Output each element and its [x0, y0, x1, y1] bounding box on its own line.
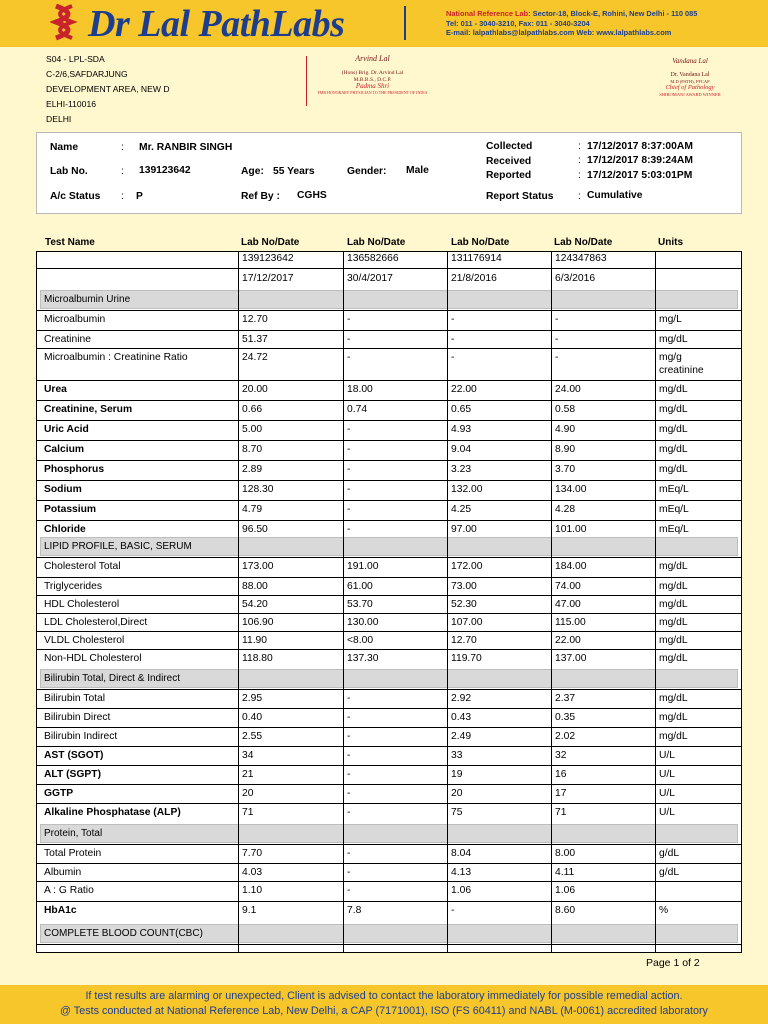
result-value: 96.50 — [242, 524, 268, 535]
table-row — [36, 595, 742, 613]
result-value: 191.00 — [347, 561, 379, 572]
result-value: 2.55 — [242, 731, 263, 742]
test-name: ALT (SGPT) — [44, 769, 102, 780]
result-value: - — [347, 788, 351, 799]
lab-number-row — [36, 251, 742, 268]
result-value: 2.89 — [242, 464, 263, 475]
test-name: Calcium — [44, 444, 85, 455]
signature-arvind-lal: Arvind Lal — [355, 54, 390, 63]
signature-vandana-lal: Vandana Lal — [672, 57, 708, 65]
unit: % — [659, 905, 669, 916]
result-value: 1.06 — [451, 885, 472, 896]
result-value: - — [347, 712, 351, 723]
unit: mg/dL — [659, 599, 688, 610]
column-divider — [551, 251, 552, 953]
section-header — [40, 824, 738, 843]
signatory-vandana-lal — [640, 58, 740, 98]
test-name: Triglycerides — [44, 581, 102, 592]
table-border-right — [741, 251, 742, 953]
lab-date-row — [36, 268, 742, 288]
result-value: 22.00 — [555, 635, 581, 646]
test-name: Bilirubin Indirect — [44, 731, 118, 742]
result-value: 74.00 — [555, 581, 581, 592]
result-value: 4.11 — [555, 867, 575, 878]
table-border-left — [36, 251, 37, 953]
test-name: Creatinine, Serum — [44, 404, 133, 415]
unit-continuation: creatinine — [659, 365, 704, 376]
result-value: 134.00 — [555, 484, 587, 495]
name-colon: : — [121, 142, 124, 153]
header-divider — [404, 6, 406, 40]
result-value: 53.70 — [347, 599, 373, 610]
result-value: 8.90 — [555, 444, 576, 455]
result-value: 88.00 — [242, 581, 268, 592]
result-value: 11.90 — [242, 635, 268, 646]
test-name: AST (SGOT) — [44, 750, 104, 761]
section-title: Protein, Total — [44, 828, 103, 839]
col-lab-date-3: Lab No/Date — [451, 237, 510, 248]
table-row — [36, 863, 742, 881]
lab-no-label: Lab No. — [50, 166, 88, 177]
unit: U/L — [659, 769, 676, 780]
result-value: 4.13 — [451, 867, 472, 878]
result-value: 51.37 — [242, 334, 268, 345]
lab-number: 139123642 — [242, 253, 294, 264]
table-row — [36, 520, 742, 535]
reported-label: Reported — [486, 170, 532, 181]
test-name: Non-HDL Cholesterol — [44, 653, 142, 664]
result-value: 119.70 — [451, 653, 482, 664]
result-value: - — [555, 314, 559, 325]
result-value: 97.00 — [451, 524, 477, 535]
unit: mg/dL — [659, 693, 688, 704]
result-value: 17 — [555, 788, 567, 799]
doc2-tag: SHIROMANI AWARD WINNER — [659, 91, 721, 97]
result-value: 20 — [242, 788, 254, 799]
table-row — [36, 844, 742, 863]
result-value: - — [451, 905, 455, 916]
table-row — [36, 746, 742, 765]
ref-by-label: Ref By : — [241, 191, 280, 202]
unit: mg/dL — [659, 653, 688, 664]
results-table — [36, 251, 742, 953]
result-value: - — [347, 424, 351, 435]
result-value: 20 — [451, 788, 463, 799]
table-row — [36, 727, 742, 746]
patient-age: 55 Years — [273, 166, 315, 177]
result-value: - — [347, 769, 351, 780]
table-row — [36, 557, 742, 577]
received-label: Received — [486, 156, 532, 167]
result-value: 1.10 — [242, 885, 263, 896]
doc2-name: Dr. Vandana Lal — [670, 72, 710, 78]
unit: U/L — [659, 750, 676, 761]
result-value: 4.28 — [555, 504, 576, 515]
result-value: 24.00 — [555, 384, 581, 395]
result-value: 137.00 — [555, 653, 587, 664]
column-divider — [655, 251, 656, 953]
doc2-title: Chief of Pathology — [665, 84, 715, 91]
ref-lab-label: National Reference Lab: — [446, 9, 531, 18]
table-row — [36, 765, 742, 784]
table-row — [36, 689, 742, 708]
result-value: 12.70 — [242, 314, 268, 325]
result-value: 2.02 — [555, 731, 576, 742]
table-row — [36, 330, 742, 348]
result-value: - — [347, 807, 351, 818]
table-row — [36, 881, 742, 901]
table-row — [36, 380, 742, 400]
result-value: 4.03 — [242, 867, 263, 878]
lab-number: 124347863 — [555, 253, 607, 264]
unit: mg/g — [659, 352, 682, 363]
collected-value: 17/12/2017 8:37:00AM — [587, 141, 693, 152]
test-name: Alkaline Phosphatase (ALP) — [44, 807, 181, 818]
column-divider — [447, 251, 448, 953]
result-value: 4.25 — [451, 504, 472, 515]
unit: mg/dL — [659, 424, 688, 435]
result-value: - — [347, 504, 351, 515]
result-value: - — [451, 334, 455, 345]
footer-accreditation: @ Tests conducted at National Reference Lab, New Delhi, a CAP (7171001), ISO (FS 60411) and NABL (M-0061) accredited laboratory — [60, 1005, 708, 1017]
test-name: LDL Cholesterol,Direct — [44, 617, 148, 628]
unit: U/L — [659, 788, 676, 799]
unit: mg/dL — [659, 404, 688, 415]
col-lab-date-1: Lab No/Date — [241, 237, 300, 248]
result-value: 33 — [451, 750, 463, 761]
test-name: Total Protein — [44, 848, 102, 859]
unit: mg/dL — [659, 384, 688, 395]
section-title: Bilirubin Total, Direct & Indirect — [44, 673, 180, 684]
result-value: 0.65 — [451, 404, 472, 415]
test-name: Microalbumin — [44, 314, 106, 325]
result-value: 20.00 — [242, 384, 268, 395]
patient-ac-status: P — [136, 191, 143, 202]
patient-name: Mr. RANBIR SINGH — [139, 142, 233, 153]
footer-band — [0, 985, 768, 1024]
result-value: 8.04 — [451, 848, 472, 859]
result-value: 8.70 — [242, 444, 263, 455]
table-row — [36, 577, 742, 595]
result-value: 52.30 — [451, 599, 477, 610]
helix-logo-icon — [50, 4, 78, 44]
page-number: Page 1 of 2 — [646, 957, 700, 969]
result-value: - — [347, 750, 351, 761]
patient-ref-by: CGHS — [297, 190, 327, 201]
collected-label: Collected — [486, 141, 533, 152]
result-value: 1.06 — [555, 885, 576, 896]
test-name: HDL Cholesterol — [44, 599, 120, 610]
name-label: Name — [50, 142, 79, 153]
table-bottom-border — [36, 952, 742, 953]
section-header — [40, 290, 738, 309]
result-value: 18.00 — [347, 384, 373, 395]
patient-gender: Male — [406, 165, 429, 176]
result-value: 0.35 — [555, 712, 576, 723]
result-value: 137.30 — [347, 653, 379, 664]
result-value: 7.70 — [242, 848, 263, 859]
test-name: Sodium — [44, 484, 82, 495]
result-value: - — [347, 524, 351, 535]
result-value: 2.92 — [451, 693, 472, 704]
result-value: 173.00 — [242, 561, 274, 572]
col-test-name: Test Name — [45, 237, 95, 248]
received-colon: : — [578, 155, 581, 166]
footer-disclaimer: If test results are alarming or unexpected, Client is advised to contact the laboratory immediately for possible remedial action. — [85, 990, 683, 1002]
result-value: 172.00 — [451, 561, 483, 572]
unit: mg/dL — [659, 334, 688, 345]
result-value: 47.00 — [555, 599, 581, 610]
unit: mg/dL — [659, 444, 688, 455]
lab-number: 136582666 — [347, 253, 399, 264]
table-row — [36, 901, 742, 922]
result-value: 115.00 — [555, 617, 586, 628]
test-name: Creatinine — [44, 334, 91, 345]
result-value: 32 — [555, 750, 567, 761]
unit: mg/dL — [659, 561, 688, 572]
report-status-value: Cumulative — [587, 190, 643, 201]
test-name: Chloride — [44, 524, 86, 535]
email-line: E-mail: lalpathlabs@lalpathlabs.com Web: www.lalpathlabs.com — [446, 28, 672, 37]
result-value: 54.20 — [242, 599, 268, 610]
section-header — [40, 924, 738, 943]
unit: mg/dL — [659, 731, 688, 742]
unit: mg/dL — [659, 635, 688, 646]
column-divider — [343, 251, 344, 953]
result-value: 8.60 — [555, 905, 576, 916]
table-row — [36, 500, 742, 520]
age-label: Age: — [241, 166, 264, 177]
brand-logo: Dr Lal PathLabs — [88, 3, 345, 45]
result-value: 132.00 — [451, 484, 483, 495]
result-value: 184.00 — [555, 561, 587, 572]
unit: g/dL — [659, 867, 680, 878]
result-value: 2.49 — [451, 731, 472, 742]
client-address: S04 - LPL-SDA C-2/6,SAFDARJUNG DEVELOPMENT AREA, NEW D ELHI-110016 DELHI — [46, 54, 170, 124]
unit: U/L — [659, 807, 676, 818]
result-value: - — [555, 352, 559, 363]
result-value: - — [347, 314, 351, 325]
section-title: Microalbumin Urine — [44, 294, 131, 305]
table-row — [36, 440, 742, 460]
result-value: 0.74 — [347, 404, 368, 415]
signatory-arvind-lal — [305, 56, 440, 106]
unit: mg/L — [659, 314, 682, 325]
result-value: 118.80 — [242, 653, 273, 664]
unit: mEq/L — [659, 504, 689, 515]
patient-lab-no: 139123642 — [139, 165, 191, 176]
table-row — [36, 649, 742, 667]
section-title: COMPLETE BLOOD COUNT(CBC) — [44, 928, 203, 939]
tel-line: Tel: 011 - 3040-3210, Fax: 011 - 3040-3204 — [446, 18, 590, 28]
result-value: 75 — [451, 807, 463, 818]
result-value: 22.00 — [451, 384, 477, 395]
section-header — [40, 669, 738, 688]
col-lab-date-4: Lab No/Date — [554, 237, 613, 248]
result-value: - — [347, 731, 351, 742]
result-value: 4.79 — [242, 504, 263, 515]
lab-no-colon: : — [121, 166, 124, 177]
result-value: - — [451, 352, 455, 363]
result-value: 0.40 — [242, 712, 263, 723]
unit: mg/dL — [659, 712, 688, 723]
result-value: 0.43 — [451, 712, 472, 723]
unit: mg/dL — [659, 617, 688, 628]
result-value: 71 — [555, 807, 567, 818]
unit: mg/dL — [659, 464, 688, 475]
test-name: HbA1c — [44, 905, 77, 916]
result-value: 3.23 — [451, 464, 472, 475]
result-value: 9.1 — [242, 905, 257, 916]
result-value: 4.93 — [451, 424, 472, 435]
result-value: 130.00 — [347, 617, 379, 628]
test-name: Bilirubin Direct — [44, 712, 111, 723]
ac-status-colon: : — [121, 191, 124, 202]
test-name: A : G Ratio — [44, 885, 94, 896]
result-value: 128.30 — [242, 484, 274, 495]
result-value: - — [347, 848, 351, 859]
test-name: Potassium — [44, 504, 97, 515]
result-value: 8.00 — [555, 848, 576, 859]
table-row — [36, 631, 742, 649]
table-row — [36, 310, 742, 330]
test-name: Phosphorus — [44, 464, 105, 475]
result-value: 2.37 — [555, 693, 576, 704]
col-units: Units — [658, 237, 683, 248]
table-row — [36, 420, 742, 440]
result-value: - — [347, 444, 351, 455]
table-row — [36, 348, 742, 380]
result-value: - — [347, 334, 351, 345]
table-row — [36, 784, 742, 803]
result-value: - — [347, 352, 351, 363]
table-row — [36, 613, 742, 631]
result-value: 101.00 — [555, 524, 587, 535]
result-value: 3.70 — [555, 464, 576, 475]
result-value: 5.00 — [242, 424, 263, 435]
table-row — [36, 400, 742, 420]
result-value: 71 — [242, 807, 254, 818]
result-value: 0.58 — [555, 404, 576, 415]
result-value: 4.90 — [555, 424, 576, 435]
result-value: 12.70 — [451, 635, 477, 646]
result-value: 19 — [451, 769, 463, 780]
section-header — [40, 537, 738, 556]
test-name: Microalbumin : Creatinine Ratio — [44, 352, 188, 363]
result-value: 0.66 — [242, 404, 263, 415]
table-row — [36, 480, 742, 500]
lab-date: 17/12/2017 — [242, 273, 294, 284]
result-value: - — [347, 464, 351, 475]
received-value: 17/12/2017 8:39:24AM — [587, 155, 693, 166]
result-value: 107.00 — [451, 617, 483, 628]
test-name: VLDL Cholesterol — [44, 635, 125, 646]
lab-date: 30/4/2017 — [347, 273, 393, 284]
report-status-label: Report Status — [486, 191, 554, 202]
result-value: - — [347, 885, 351, 896]
result-value: 73.00 — [451, 581, 477, 592]
reported-colon: : — [578, 170, 581, 181]
doc1-award: Padma Shri — [355, 82, 390, 90]
test-name: GGTP — [44, 788, 74, 799]
table-row — [36, 460, 742, 480]
result-value: - — [451, 314, 455, 325]
result-value: <8.00 — [347, 635, 374, 646]
result-value: - — [347, 867, 351, 878]
result-value: - — [347, 484, 351, 495]
result-value: 106.90 — [242, 617, 274, 628]
test-name: Uric Acid — [44, 424, 89, 435]
unit: mEq/L — [659, 524, 689, 535]
result-value: - — [555, 334, 559, 345]
result-value: - — [347, 693, 351, 704]
lab-date: 6/3/2016 — [555, 273, 596, 284]
doc1-name: (Hons) Brig. Dr. Arvind Lal — [341, 70, 404, 76]
result-value: 24.72 — [242, 352, 268, 363]
gender-label: Gender: — [347, 166, 387, 177]
unit: g/dL — [659, 848, 680, 859]
test-name: Bilirubin Total — [44, 693, 106, 704]
test-name: Albumin — [44, 867, 82, 878]
doc1-quals: M.B.B.S., D.C.P. — [353, 76, 392, 83]
doc1-tag: FMR HONORARY PHYSICIAN TO THE PRESIDENT OF INDIA — [317, 89, 428, 95]
result-value: 61.00 — [347, 581, 373, 592]
unit: mEq/L — [659, 484, 689, 495]
result-value: 2.95 — [242, 693, 263, 704]
test-name: Cholesterol Total — [44, 561, 121, 572]
table-row — [36, 803, 742, 822]
lab-number: 131176914 — [451, 253, 502, 264]
col-lab-date-2: Lab No/Date — [347, 237, 406, 248]
collected-colon: : — [578, 141, 581, 152]
report-status-colon: : — [578, 191, 581, 202]
table-row — [36, 708, 742, 727]
result-value: 34 — [242, 750, 254, 761]
ref-lab-address: Sector-18, Block-E, Rohini, New Delhi - 110 085 — [532, 9, 698, 18]
doc2-quals: M.D (PATH), FFCAP — [670, 78, 710, 84]
reported-value: 17/12/2017 5:03:01PM — [587, 170, 693, 181]
result-value: 16 — [555, 769, 567, 780]
test-name: Urea — [44, 384, 67, 395]
reference-lab-info — [446, 9, 697, 38]
section-title: LIPID PROFILE, BASIC, SERUM — [44, 541, 192, 552]
result-value: 7.8 — [347, 905, 362, 916]
ac-status-label: A/c Status — [50, 191, 101, 202]
column-divider — [238, 251, 239, 953]
result-value: 21 — [242, 769, 254, 780]
result-value: 9.04 — [451, 444, 472, 455]
unit: mg/dL — [659, 581, 688, 592]
lab-date: 21/8/2016 — [451, 273, 497, 284]
